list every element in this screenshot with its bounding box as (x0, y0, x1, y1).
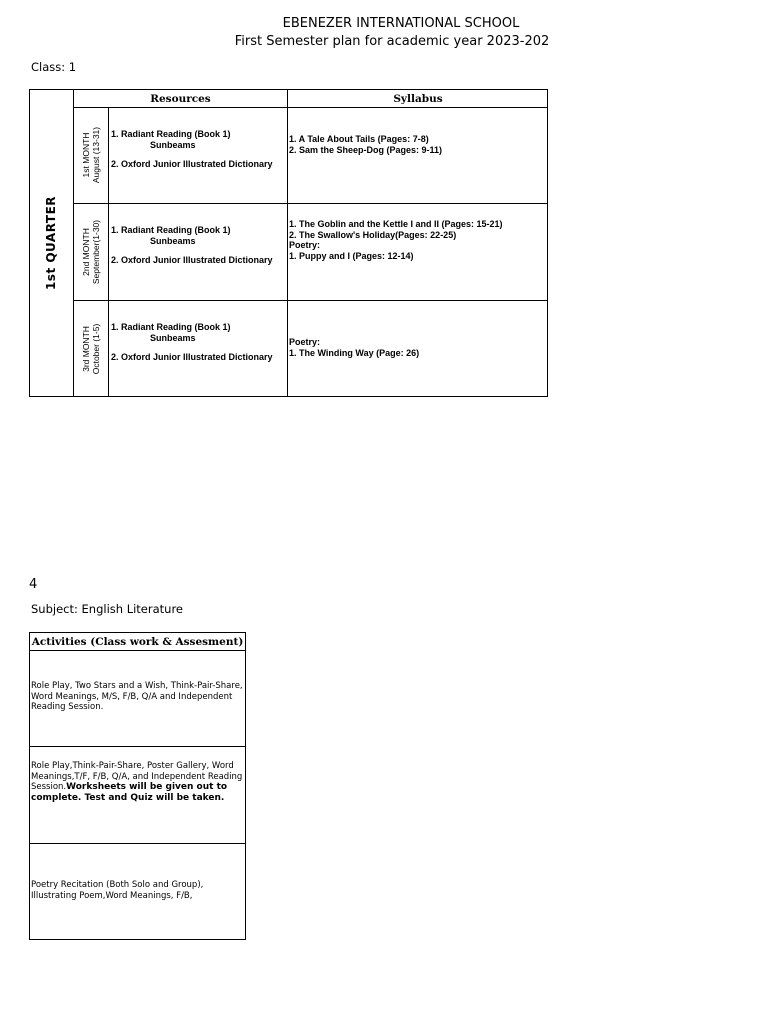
resources-cell: 1. Radiant Reading (Book 1) Sunbeams 2. Oxford Junior Illustrated Dictionary (111, 322, 273, 362)
school-name: EBENEZER INTERNATIONAL SCHOOL (282, 16, 520, 31)
resources-cell: 1. Radiant Reading (Book 1) Sunbeams 2. Oxford Junior Illustrated Dictionary (111, 225, 273, 265)
quarter-label: 1st QUARTER (44, 195, 58, 291)
syllabus-cell: 1. A Tale About Tails (Pages: 7-8) 2. Sam the Sheep-Dog (Pages: 9-11) (289, 134, 443, 155)
month-label: 1st MONTH August (13-31) (81, 126, 101, 184)
syllabus-cell: 1. The Goblin and the Kettle I and II (Pages: 15-21) 2. The Swallow's Holiday(Pages: 22-25) Poetry: 1. Puppy and I (Pages: 12-14) (289, 219, 503, 261)
class-label: Class: 1 (31, 60, 77, 74)
month-label: 3rd MONTH October (1-5) (81, 323, 101, 375)
month-label: 2nd MONTH September(1-30) (81, 219, 101, 285)
syllabus-header: Syllabus (393, 93, 443, 105)
activities-header: Activities (Class work & Assesment) (31, 636, 244, 648)
year-suffix: 4 (29, 577, 38, 592)
resources-header: Resources (150, 93, 211, 105)
activities-cell: Role Play,Think-Pair-Share, Poster Gallery, Word Meanings,T/F, F/B, Q/A, and Independent Reading Session.Worksheets will be given out to complete. Test and Quiz will be taken. (31, 761, 243, 803)
activities-cell: Role Play, Two Stars and a Wish, Think-Pair-Share, Word Meanings, M/S, F/B, Q/A and Independent Reading Session. (31, 681, 243, 712)
plan-title: First Semester plan for academic year 2023-202 (234, 34, 550, 49)
syllabus-cell: Poetry: 1. The Winding Way (Page: 26) (289, 337, 420, 358)
activities-cell: Poetry Recitation (Both Solo and Group), Illustrating Poem,Word Meanings, F/B, (31, 880, 204, 901)
resources-cell: 1. Radiant Reading (Book 1) Sunbeams 2. Oxford Junior Illustrated Dictionary (111, 129, 273, 169)
subject-label: Subject: English Literature (31, 602, 184, 616)
